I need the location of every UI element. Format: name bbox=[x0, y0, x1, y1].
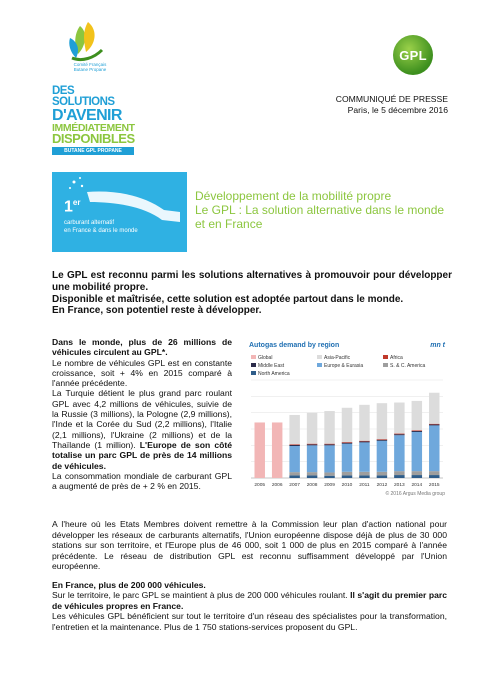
body-p2 bbox=[52, 590, 447, 611]
x-tick-label: 2010 bbox=[341, 483, 353, 488]
bar-segment-2011 bbox=[359, 442, 369, 471]
bar-segment-2012 bbox=[377, 441, 387, 472]
world-p2-text: La Turquie détient le plus grand parc roulant GPL avec 4,2 millions de véhicules, suivie de la Russie (3 millions), la Pologne (2,9 millions), l'Inde et la Corée du Sud (2,2 millions), l'Italie (2,1 millions), l'Ukraine (2 millions) et de la Thaïlande (1 million). bbox=[52, 388, 232, 450]
bar-segment-2009 bbox=[324, 411, 334, 444]
bar-segment-2014 bbox=[412, 432, 422, 471]
bar-segment-2008 bbox=[307, 472, 317, 475]
bar-segment-2015 bbox=[429, 425, 439, 471]
bar-segment-2007 bbox=[289, 475, 299, 478]
france-heading: En France, plus de 200 000 véhicules. bbox=[52, 579, 206, 590]
world-p2 bbox=[52, 388, 232, 470]
world-p2-bold: L'Europe de son côté totalise un parc GPL de près de 14 millions de véhicules. bbox=[52, 439, 232, 471]
legend-swatch bbox=[251, 363, 256, 367]
title-line1: Développement de la mobilité propre bbox=[195, 189, 392, 203]
bar-segment-2011 bbox=[359, 441, 369, 442]
legend-swatch bbox=[317, 363, 322, 367]
world-p3: La consommation mondiale de carburant GPL a augmenté de près de + 2 % en 2015. bbox=[52, 470, 232, 492]
bar-segment-2011 bbox=[359, 475, 369, 478]
x-tick-label: 2013 bbox=[394, 483, 405, 488]
bar-segment-2015 bbox=[429, 393, 439, 424]
bar-segment-2010 bbox=[342, 475, 352, 478]
legend-label: Africa bbox=[390, 355, 403, 361]
bar-segment-2009 bbox=[324, 472, 334, 475]
campaign-line2: D'AVENIR bbox=[52, 107, 122, 124]
cfbp-logo bbox=[58, 18, 118, 78]
chart-source: © 2016 Argus Media group bbox=[385, 491, 445, 497]
chart-unit: mn t bbox=[430, 342, 445, 349]
bar-segment-2011 bbox=[359, 405, 369, 441]
x-tick-label: 2014 bbox=[411, 483, 423, 488]
bar-segment-2007 bbox=[289, 445, 299, 446]
x-tick-label: 2012 bbox=[376, 483, 388, 488]
campaign-line5: BUTANE GPL PROPANE bbox=[52, 147, 134, 155]
x-tick-label: 2007 bbox=[289, 483, 300, 488]
campaign-line4: DISPONIBLES bbox=[52, 131, 135, 146]
bar-segment-2010 bbox=[342, 472, 352, 476]
bar-segment-2010 bbox=[342, 443, 352, 444]
chart-svg bbox=[247, 338, 447, 498]
bar-segment-2012 bbox=[377, 440, 387, 441]
intro-p3: En France, son potentiel reste à développer. bbox=[52, 305, 262, 317]
intro-text bbox=[52, 270, 452, 317]
legend-label: North America bbox=[258, 371, 290, 377]
bar-segment-2008 bbox=[307, 445, 317, 472]
bar-segment-2009 bbox=[324, 444, 334, 445]
banner-caption-line2: en France & dans le monde bbox=[64, 227, 138, 234]
world-p1: Le nombre de véhicules GPL est en constante croissance, soit + 4% en 2015 comparé à l'année précédente. bbox=[52, 357, 232, 389]
campaign-line1: DES SOLUTIONS bbox=[52, 85, 115, 108]
bar-segment-2011 bbox=[359, 441, 369, 442]
place-date: Paris, le 5 décembre 2016 bbox=[347, 105, 448, 115]
body-p2-text: Sur le territoire, le parc GPL se maintient à plus de 200 000 véhicules roulant. bbox=[52, 590, 351, 600]
bar-segment-2007 bbox=[289, 444, 299, 445]
x-tick-label: 2009 bbox=[324, 483, 335, 488]
bar-segment-2008 bbox=[307, 475, 317, 478]
bar-segment-2008 bbox=[307, 444, 317, 445]
bar-segment-2009 bbox=[324, 444, 334, 445]
bar-segment-2009 bbox=[324, 476, 334, 478]
x-tick-label: 2006 bbox=[271, 483, 283, 488]
campaign-line3: IMMÉDIATEMENT bbox=[52, 122, 135, 134]
body-p3: Les véhicules GPL bénéficient sur tout le territoire d'un réseau des spécialistes pour la transformation, l'entretien et la maintenance. Plus de 1 750 stations-services proposent du GPL. bbox=[52, 611, 447, 632]
bar-segment-2013 bbox=[394, 434, 404, 435]
gpl-logo bbox=[393, 35, 433, 75]
chart-title: Autogas demand by region bbox=[249, 342, 340, 349]
rank-number: 1er bbox=[64, 198, 81, 216]
org-name-line2: Butane Propane bbox=[73, 67, 107, 72]
press-label: COMMUNIQUÉ DE PRESSE bbox=[335, 94, 448, 104]
bar-segment-2009 bbox=[324, 445, 334, 472]
campaign-logo bbox=[52, 86, 134, 155]
bar-segment-2014 bbox=[412, 430, 422, 431]
legend-label: Middle East bbox=[258, 363, 285, 369]
bar-segment-2012 bbox=[377, 403, 387, 439]
bar-segment-2014 bbox=[412, 431, 422, 432]
bar-segment-2014 bbox=[412, 471, 422, 475]
bar-segment-2007 bbox=[289, 415, 299, 444]
x-tick-label: 2011 bbox=[359, 483, 370, 488]
legend-swatch bbox=[317, 355, 322, 359]
bar-segment-2012 bbox=[377, 475, 387, 478]
bar-segment-2013 bbox=[394, 434, 404, 435]
bar-segment-2011 bbox=[359, 472, 369, 476]
legend-swatch bbox=[251, 355, 256, 359]
legend-label: S. & C. America bbox=[390, 363, 426, 369]
world-heading: Dans le monde, plus de 26 millions de véhicules circulent au GPL*. bbox=[52, 337, 232, 358]
bar-segment-2015 bbox=[429, 424, 439, 425]
bar-segment-2013 bbox=[394, 435, 404, 471]
intro-p2: Disponible et maîtrisée, cette solution est adoptée partout dans le monde. bbox=[52, 293, 404, 305]
legend-swatch bbox=[251, 371, 256, 375]
x-tick-label: 2005 bbox=[254, 483, 266, 488]
banner-caption-line1: carburant alternatif bbox=[64, 220, 115, 226]
bar-global-2006 bbox=[272, 422, 282, 478]
bar-segment-2013 bbox=[394, 475, 404, 478]
banner-caption bbox=[64, 220, 138, 235]
body-p2-bold: Il s'agit du premier parc de véhicules propres en France. bbox=[52, 590, 447, 611]
intro-p1: Le GPL est reconnu parmi les solutions alternatives à promouvoir pour développer une mobilité propre. bbox=[52, 270, 452, 293]
bar-segment-2013 bbox=[394, 403, 404, 434]
title-line2: Le GPL : La solution alternative dans le monde et en France bbox=[195, 203, 445, 231]
x-tick-label: 2015 bbox=[428, 483, 440, 488]
org-name-line1: Comité Français bbox=[73, 62, 107, 67]
legend-swatch bbox=[383, 363, 388, 367]
bar-segment-2010 bbox=[342, 442, 352, 443]
world-section bbox=[52, 337, 232, 491]
europe-france-section bbox=[52, 519, 447, 632]
bar-segment-2014 bbox=[412, 401, 422, 430]
legend-label: Europe & Eurasia bbox=[324, 363, 364, 369]
bar-segment-2007 bbox=[289, 446, 299, 472]
bar-global-2005 bbox=[254, 422, 264, 478]
legend-label: Global bbox=[258, 355, 273, 361]
bar-segment-2012 bbox=[377, 439, 387, 440]
autogas-demand-chart bbox=[247, 338, 447, 498]
bar-segment-2015 bbox=[429, 471, 439, 475]
bar-segment-2012 bbox=[377, 472, 387, 476]
page-title bbox=[195, 189, 455, 231]
bar-segment-2008 bbox=[307, 413, 317, 444]
bar-segment-2007 bbox=[289, 472, 299, 475]
bar-segment-2015 bbox=[429, 475, 439, 478]
legend-swatch bbox=[383, 355, 388, 359]
legend-label: Asia-Pacific bbox=[324, 355, 351, 361]
bar-segment-2014 bbox=[412, 475, 422, 478]
bar-segment-2010 bbox=[342, 408, 352, 442]
bar-segment-2008 bbox=[307, 444, 317, 445]
bar-segment-2013 bbox=[394, 471, 404, 475]
first-alternative-fuel-banner bbox=[52, 172, 187, 252]
x-tick-label: 2008 bbox=[306, 483, 318, 488]
press-info bbox=[336, 94, 448, 116]
bar-segment-2010 bbox=[342, 444, 352, 472]
body-p1: A l'heure où les Etats Membres doivent remettre à la Commission leur plan d'action national pour développer les réseaux de carburants alternatifs, l'Union européenne dispose déjà de plus de 30 000 stations sur son territoire, et l'Europe plus de 46 000, soit 1 000 de plus en 2015 comparé à l'année précédente. Le réseau de distribution GPL est reconnu suffisamment développé par l'Union européenne. bbox=[52, 519, 447, 571]
gpl-logo-text: GPL bbox=[399, 47, 427, 63]
bar-segment-2015 bbox=[429, 424, 439, 425]
